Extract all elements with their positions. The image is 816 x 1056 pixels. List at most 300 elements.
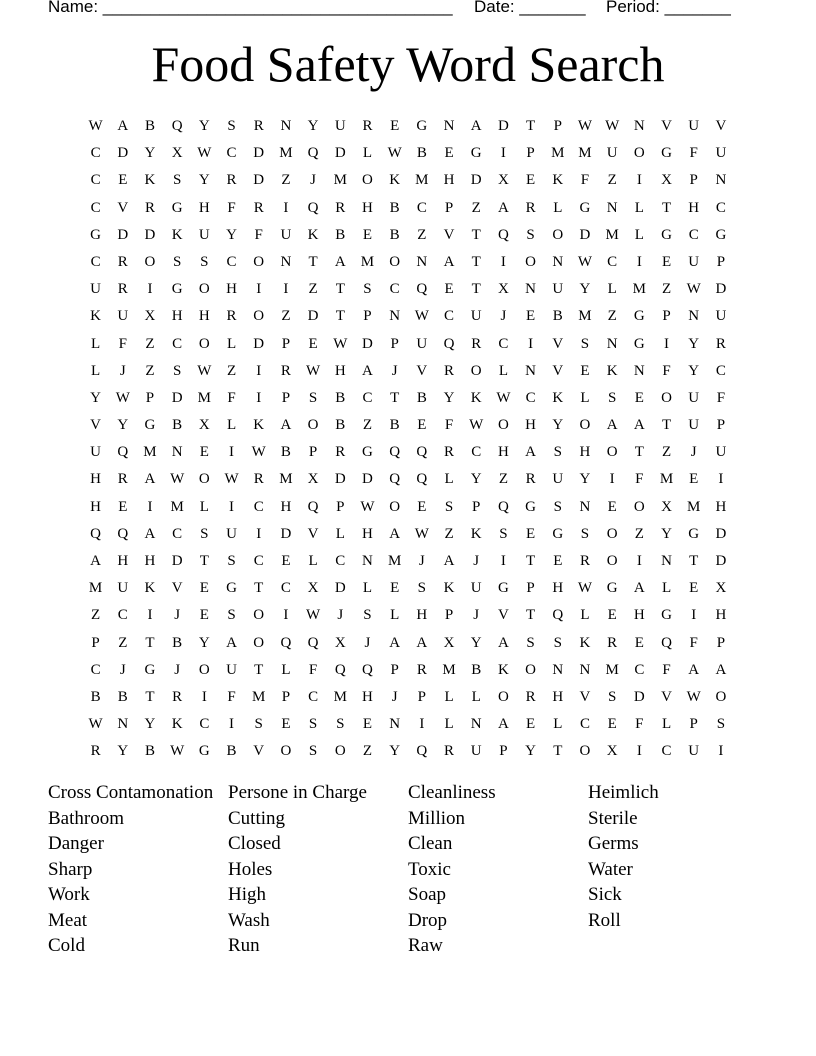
grid-letter[interactable]: C [607,253,618,270]
grid-letter[interactable]: N [470,716,482,733]
grid-letter[interactable]: W [577,118,593,134]
grid-letter[interactable]: S [580,525,590,542]
grid-letter[interactable]: D [633,688,645,705]
grid-letter[interactable]: R [444,362,455,379]
grid-letter[interactable]: G [470,145,482,162]
grid-letter[interactable]: E [526,172,536,189]
grid-letter[interactable]: K [443,580,455,597]
grid-letter[interactable]: S [417,580,427,597]
grid-letter[interactable]: P [281,335,291,352]
grid-letter[interactable]: E [118,498,128,515]
grid-letter[interactable]: P [689,172,698,189]
grid-letter[interactable]: N [606,335,618,352]
grid-letter[interactable]: N [171,444,183,461]
grid-letter[interactable]: K [606,362,618,379]
grid-letter[interactable]: H [362,525,373,542]
grid-letter[interactable]: P [716,417,726,434]
grid-letter[interactable]: W [88,716,103,733]
grid-letter[interactable]: I [229,498,235,515]
grid-letter[interactable]: U [470,308,482,325]
grid-letter[interactable]: Q [416,444,428,461]
grid-letter[interactable]: Z [607,172,617,189]
grid-letter[interactable]: S [172,362,182,379]
grid-letter[interactable]: V [90,417,102,434]
grid-letter[interactable]: S [308,743,318,760]
grid-letter[interactable]: A [144,471,156,488]
grid-letter[interactable]: C [172,335,183,352]
grid-letter[interactable]: U [715,444,727,461]
grid-letter[interactable]: E [661,253,672,270]
grid-letter[interactable]: S [607,389,617,406]
grid-letter[interactable]: Y [525,743,537,760]
grid-letter[interactable]: E [199,444,209,461]
grid-letter[interactable]: Q [362,661,373,678]
grid-letter[interactable]: C [471,444,482,461]
grid-letter[interactable]: D [307,308,319,325]
grid-letter[interactable]: I [691,607,697,624]
grid-letter[interactable]: B [144,743,155,760]
grid-letter[interactable]: Y [144,145,156,162]
grid-letter[interactable]: S [499,525,508,542]
grid-letter[interactable]: S [254,716,263,733]
grid-letter[interactable]: Q [443,335,455,352]
grid-letter[interactable]: C [335,553,346,569]
grid-letter[interactable]: J [690,444,697,461]
grid-letter[interactable]: W [360,498,375,515]
grid-letter[interactable]: W [686,281,701,298]
grid-letter[interactable]: Y [579,281,591,298]
grid-letter[interactable]: H [198,199,210,216]
grid-letter[interactable]: M [279,145,293,162]
grid-letter[interactable]: W [170,471,185,488]
grid-letter[interactable]: T [526,553,536,569]
grid-letter[interactable]: Q [416,281,428,298]
grid-letter[interactable]: X [606,743,618,760]
grid-letter[interactable]: O [334,743,346,760]
grid-letter[interactable]: Y [144,716,156,733]
grid-letter[interactable]: U [715,145,727,162]
grid-letter[interactable]: W [387,145,402,162]
grid-letter[interactable]: P [526,145,535,162]
grid-letter[interactable]: D [280,525,292,542]
grid-letter[interactable]: P [417,688,427,705]
grid-letter[interactable]: T [553,743,563,760]
grid-letter[interactable]: Q [280,634,292,651]
grid-letter[interactable]: O [253,607,265,624]
grid-letter[interactable]: O [253,634,265,651]
grid-letter[interactable]: P [145,389,155,406]
grid-letter[interactable]: P [662,308,671,325]
grid-letter[interactable]: I [283,607,289,624]
grid-letter[interactable]: M [605,661,619,678]
grid-letter[interactable]: C [715,199,726,216]
grid-letter[interactable]: Y [470,634,482,651]
grid-letter[interactable]: A [525,444,537,461]
grid-letter[interactable]: L [226,417,237,434]
grid-letter[interactable]: O [389,253,401,270]
grid-letter[interactable]: U [688,417,700,434]
grid-letter[interactable]: M [333,688,347,705]
grid-letter[interactable]: O [253,253,265,270]
grid-letter[interactable]: Y [90,389,102,406]
grid-letter[interactable]: E [553,553,563,569]
grid-letter[interactable]: C [226,253,237,270]
grid-letter[interactable]: J [310,172,317,189]
grid-letter[interactable]: P [390,661,399,678]
grid-letter[interactable]: U [470,743,482,760]
grid-letter[interactable]: E [390,118,400,134]
grid-letter[interactable]: P [336,498,345,515]
grid-letter[interactable]: X [144,308,156,325]
grid-letter[interactable]: N [606,199,618,216]
grid-letter[interactable]: C [90,199,101,216]
grid-letter[interactable]: U [334,118,346,134]
grid-letter[interactable]: U [90,281,102,298]
grid-letter[interactable]: G [171,281,183,298]
grid-letter[interactable]: C [308,688,319,705]
grid-letter[interactable]: S [336,716,345,733]
grid-letter[interactable]: P [444,607,454,624]
grid-letter[interactable]: B [416,389,427,406]
grid-letter[interactable]: E [281,553,291,569]
grid-letter[interactable]: R [117,471,128,488]
grid-letter[interactable]: Z [118,634,128,651]
grid-letter[interactable]: A [715,661,727,678]
grid-letter[interactable]: U [198,226,210,243]
grid-letter[interactable]: Z [444,525,454,542]
grid-letter[interactable]: N [389,308,401,325]
grid-letter[interactable]: S [526,634,535,651]
grid-letter[interactable]: P [91,634,100,651]
grid-letter[interactable]: E [199,580,209,597]
grid-letter[interactable]: K [144,580,156,597]
grid-letter[interactable]: H [362,199,373,216]
grid-letter[interactable]: M [88,580,103,597]
grid-letter[interactable]: X [715,580,727,597]
grid-letter[interactable]: V [552,335,564,352]
grid-letter[interactable]: R [362,118,373,134]
grid-letter[interactable]: O [606,444,618,461]
grid-letter[interactable]: P [444,199,454,216]
grid-letter[interactable]: W [414,525,429,542]
grid-letter[interactable]: O [525,661,537,678]
grid-letter[interactable]: D [144,226,156,243]
grid-letter[interactable]: O [633,498,645,515]
grid-letter[interactable]: S [553,444,562,461]
grid-letter[interactable]: S [200,525,209,542]
grid-letter[interactable]: Y [443,389,455,406]
grid-letter[interactable]: A [688,661,700,678]
grid-letter[interactable]: Y [552,417,564,434]
grid-letter[interactable]: B [552,308,563,325]
grid-letter[interactable]: L [444,688,454,705]
grid-letter[interactable]: I [283,199,289,216]
grid-letter[interactable]: E [607,607,617,624]
grid-letter[interactable]: Z [471,199,481,216]
grid-letter[interactable]: C [90,172,101,189]
grid-letter[interactable]: P [689,716,698,733]
grid-letter[interactable]: J [500,308,507,325]
grid-letter[interactable]: X [307,580,319,597]
grid-letter[interactable]: R [280,362,291,379]
grid-letter[interactable]: J [174,661,181,678]
grid-letter[interactable]: Q [661,634,672,651]
grid-letter[interactable]: Z [362,417,373,434]
grid-letter[interactable]: U [117,580,129,597]
grid-letter[interactable]: A [117,118,129,134]
grid-letter[interactable]: A [633,580,645,597]
grid-letter[interactable]: A [606,417,618,434]
grid-letter[interactable]: E [607,716,617,733]
grid-letter[interactable]: L [607,281,617,298]
grid-letter[interactable]: K [90,308,102,325]
grid-letter[interactable]: B [471,661,482,678]
grid-letter[interactable]: G [416,118,428,134]
grid-letter[interactable]: Z [661,281,672,298]
grid-letter[interactable]: D [497,118,509,134]
grid-letter[interactable]: V [497,607,509,624]
grid-letter[interactable]: C [253,498,264,515]
grid-letter[interactable]: P [281,389,291,406]
grid-letter[interactable]: X [661,498,672,515]
grid-letter[interactable]: H [633,607,645,624]
grid-letter[interactable]: G [497,580,509,597]
grid-letter[interactable]: S [172,172,182,189]
grid-letter[interactable]: I [283,281,289,298]
grid-letter[interactable]: Y [226,226,237,243]
grid-letter[interactable]: W [605,118,620,134]
grid-letter[interactable]: F [580,172,590,189]
grid-letter[interactable]: Q [307,199,319,216]
grid-letter[interactable]: D [334,580,346,597]
grid-letter[interactable]: W [333,335,348,352]
grid-letter[interactable]: C [389,281,400,298]
grid-letter[interactable]: O [715,688,727,705]
grid-letter[interactable]: I [201,688,207,705]
grid-letter[interactable]: Z [607,308,617,325]
grid-letter[interactable]: A [280,417,292,434]
grid-letter[interactable]: N [117,716,129,733]
grid-letter[interactable]: G [661,145,672,162]
grid-letter[interactable]: O [497,688,509,705]
grid-letter[interactable]: R [715,335,726,352]
grid-letter[interactable]: C [117,607,128,624]
grid-letter[interactable]: G [525,498,537,515]
grid-letter[interactable]: I [718,743,724,760]
grid-letter[interactable]: M [415,172,429,189]
grid-letter[interactable]: T [145,634,155,651]
grid-letter[interactable]: I [147,498,153,515]
grid-letter[interactable]: O [389,498,401,515]
grid-letter[interactable]: E [281,716,291,733]
grid-letter[interactable]: N [280,253,292,270]
grid-letter[interactable]: N [633,118,645,134]
grid-letter[interactable]: G [688,525,700,542]
grid-letter[interactable]: P [716,634,726,651]
grid-letter[interactable]: Q [117,444,129,461]
grid-letter[interactable]: C [634,661,645,678]
grid-letter[interactable]: B [416,145,427,162]
grid-letter[interactable]: A [144,525,156,542]
grid-letter[interactable]: K [579,634,591,651]
grid-letter[interactable]: H [715,607,727,624]
grid-letter[interactable]: X [661,172,672,189]
grid-letter[interactable]: I [256,389,262,406]
grid-letter[interactable]: A [443,553,455,569]
grid-letter[interactable]: R [525,471,536,488]
grid-letter[interactable]: Y [198,634,210,651]
grid-letter[interactable]: R [117,281,128,298]
grid-letter[interactable]: B [90,688,101,705]
grid-letter[interactable]: D [334,471,346,488]
grid-letter[interactable]: S [716,716,726,733]
grid-letter[interactable]: F [444,417,454,434]
grid-letter[interactable]: V [661,118,672,134]
grid-letter[interactable]: E [526,525,536,542]
grid-letter[interactable]: N [525,362,537,379]
grid-letter[interactable]: F [716,389,726,406]
grid-letter[interactable]: U [226,661,237,678]
grid-letter[interactable]: Y [307,118,319,134]
grid-letter[interactable]: L [498,362,508,379]
grid-letter[interactable]: I [500,553,506,569]
grid-letter[interactable]: Z [417,226,427,243]
grid-letter[interactable]: C [688,226,699,243]
grid-letter[interactable]: G [633,308,645,325]
grid-letter[interactable]: B [144,118,155,134]
grid-letter[interactable]: V [171,580,183,597]
grid-letter[interactable]: M [659,471,674,488]
grid-letter[interactable]: O [661,389,672,406]
grid-letter[interactable]: H [90,471,102,488]
grid-letter[interactable]: L [553,199,563,216]
grid-letter[interactable]: K [470,389,482,406]
grid-letter[interactable]: R [335,199,346,216]
grid-letter[interactable]: E [526,716,536,733]
grid-letter[interactable]: E [308,335,318,352]
grid-letter[interactable]: C [661,743,672,760]
grid-letter[interactable]: R [117,253,128,270]
grid-letter[interactable]: D [171,553,183,569]
grid-letter[interactable]: P [281,688,291,705]
grid-letter[interactable]: W [496,389,511,406]
grid-letter[interactable]: U [117,308,129,325]
grid-letter[interactable]: T [526,118,536,134]
grid-letter[interactable]: A [362,362,373,379]
grid-letter[interactable]: T [335,308,345,325]
grid-letter[interactable]: O [280,743,292,760]
grid-letter[interactable]: U [90,444,102,461]
grid-letter[interactable]: W [306,362,321,379]
grid-letter[interactable]: T [661,199,672,216]
grid-letter[interactable]: Y [117,743,129,760]
grid-letter[interactable]: W [197,362,212,379]
grid-letter[interactable]: W [251,444,266,461]
grid-letter[interactable]: D [253,145,265,162]
grid-letter[interactable]: M [632,281,647,298]
grid-letter[interactable]: K [171,226,183,243]
grid-letter[interactable]: D [470,172,482,189]
grid-letter[interactable]: K [171,716,183,733]
grid-letter[interactable]: O [633,145,645,162]
grid-letter[interactable]: L [91,362,101,379]
grid-letter[interactable]: O [579,417,591,434]
grid-letter[interactable]: A [90,553,102,569]
grid-letter[interactable]: Q [416,743,428,760]
grid-letter[interactable]: V [443,226,455,243]
grid-letter[interactable]: U [606,145,618,162]
grid-letter[interactable]: T [689,553,699,569]
grid-letter[interactable]: E [634,389,644,406]
grid-letter[interactable]: Q [171,118,183,134]
grid-letter[interactable]: F [689,634,698,651]
grid-letter[interactable]: G [661,607,672,624]
grid-letter[interactable]: H [525,417,537,434]
grid-letter[interactable]: P [553,118,562,134]
grid-letter[interactable]: Z [145,335,155,352]
grid-letter[interactable]: X [334,634,346,651]
grid-letter[interactable]: Z [226,362,237,379]
grid-letter[interactable]: S [227,118,236,134]
grid-letter[interactable]: T [308,253,318,270]
grid-letter[interactable]: Y [661,525,672,542]
grid-letter[interactable]: T [145,688,155,705]
grid-letter[interactable]: Z [91,607,101,624]
grid-letter[interactable]: V [117,199,129,216]
grid-letter[interactable]: M [143,444,157,461]
grid-letter[interactable]: X [443,634,455,651]
grid-letter[interactable]: I [609,471,615,488]
grid-letter[interactable]: M [442,661,456,678]
grid-letter[interactable]: G [144,417,156,434]
grid-letter[interactable]: O [144,253,156,270]
grid-letter[interactable]: P [308,444,318,461]
grid-letter[interactable]: Z [661,444,672,461]
grid-letter[interactable]: Q [307,498,319,515]
grid-letter[interactable]: Z [281,308,291,325]
grid-letter[interactable]: E [444,145,454,162]
grid-letter[interactable]: E [199,607,209,624]
grid-letter[interactable]: K [389,172,401,189]
grid-letter[interactable]: N [633,362,645,379]
grid-letter[interactable]: F [662,661,671,678]
grid-letter[interactable]: Y [688,335,700,352]
grid-letter[interactable]: B [226,743,237,760]
grid-letter[interactable]: W [306,607,321,624]
grid-letter[interactable]: M [197,389,212,406]
grid-letter[interactable]: J [391,688,398,705]
grid-letter[interactable]: T [471,226,481,243]
grid-letter[interactable]: S [172,253,182,270]
grid-letter[interactable]: L [661,580,672,597]
grid-letter[interactable]: Q [497,498,509,515]
grid-letter[interactable]: V [552,362,564,379]
grid-letter[interactable]: J [174,607,181,624]
grid-letter[interactable]: O [606,525,618,542]
grid-letter[interactable]: R [444,444,455,461]
grid-letter[interactable]: R [525,688,536,705]
grid-letter[interactable]: R [226,308,237,325]
grid-letter[interactable]: U [280,226,292,243]
grid-letter[interactable]: O [307,417,319,434]
grid-letter[interactable]: H [688,199,700,216]
grid-letter[interactable]: Y [470,471,482,488]
grid-letter[interactable]: I [636,553,642,569]
grid-letter[interactable]: H [497,444,509,461]
grid-letter[interactable]: W [686,688,701,705]
grid-letter[interactable]: R [444,743,455,760]
grid-letter[interactable]: G [226,580,237,597]
